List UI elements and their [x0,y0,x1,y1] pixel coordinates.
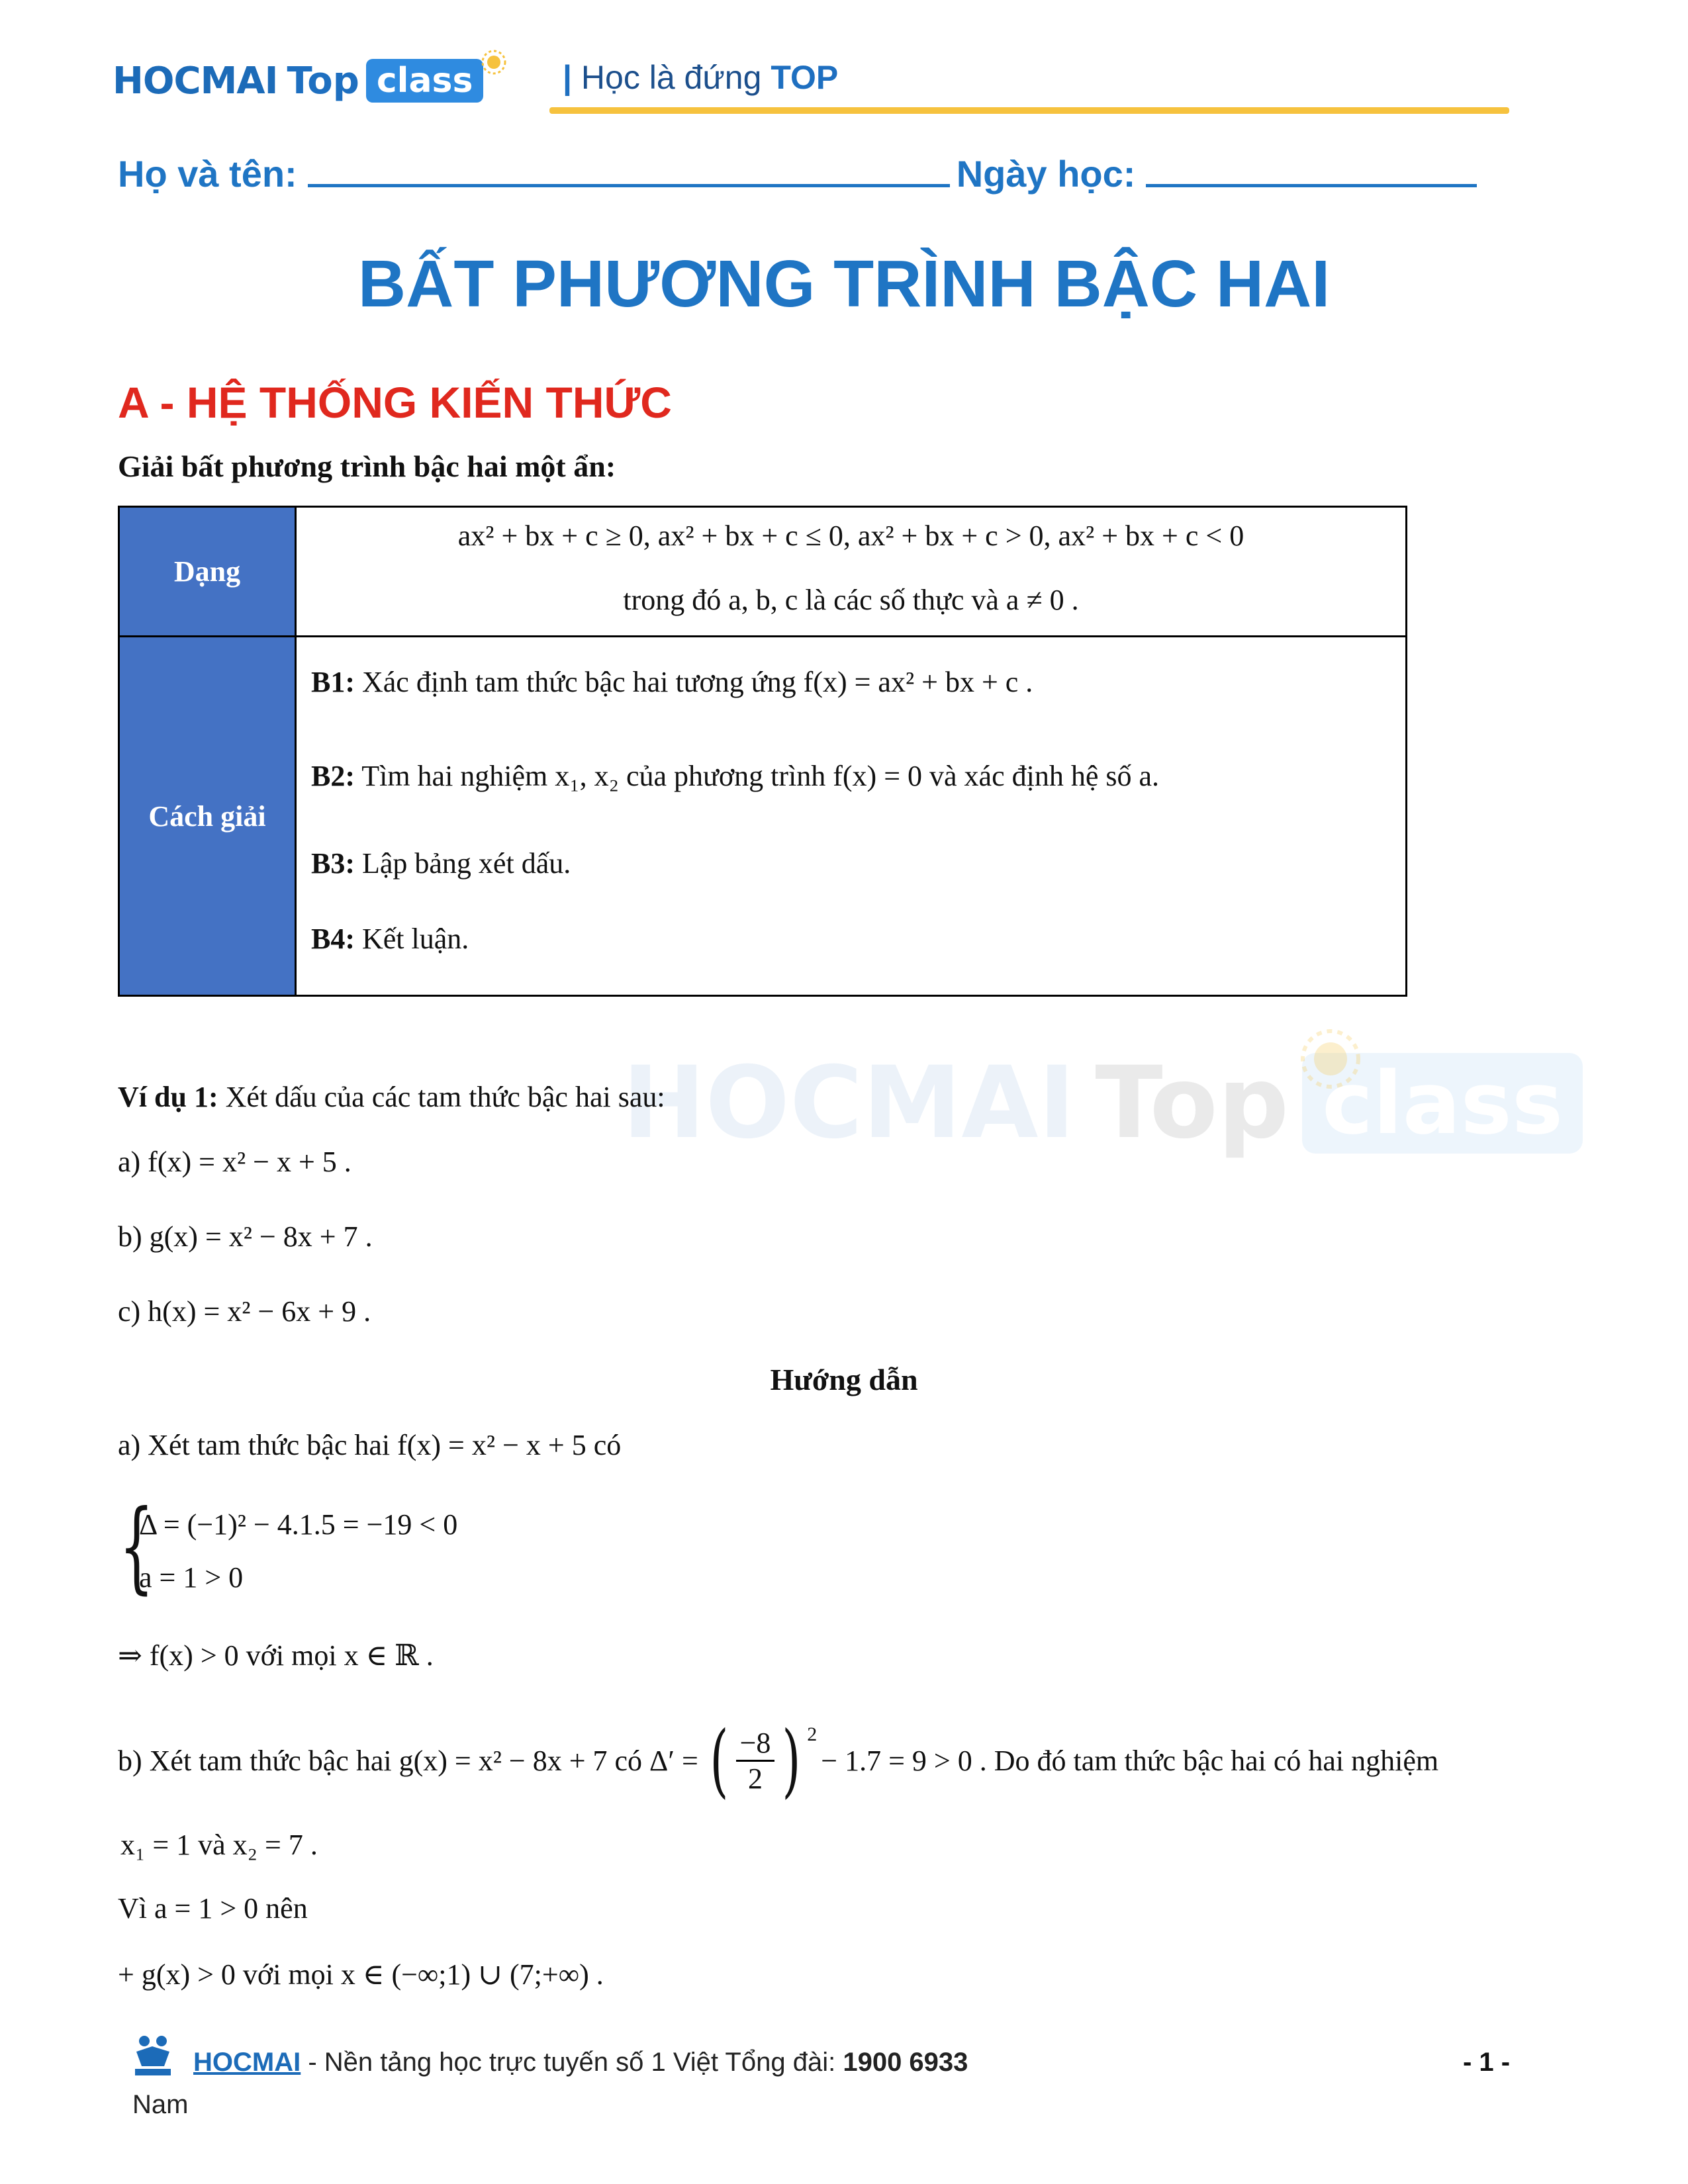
logo-class-badge [366,59,484,103]
page-number: - 1 - [1463,2048,1511,2077]
step-b4 [311,922,469,957]
solution-a-coef: a = 1 > 0 [139,1561,244,1594]
step-b4-text: Kết luận. [362,923,469,955]
name-label: Họ và tên: [118,153,297,195]
step-b1-text: Xác định tam thức bậc hai tương ứng f(x) = ax² + bx + c . [362,666,1033,698]
section-subtitle: Giải bất phương trình bậc hai một ẩn: [118,449,616,483]
solution-b-intro: b) Xét tam thức bậc hai g(x) = x² − 8x + 7 có Δ′ = [118,1744,698,1777]
date-field[interactable] [1146,184,1477,187]
date-label: Ngày học: [956,153,1136,195]
footer-nam: Nam [132,2090,189,2119]
solution-b-roots: x₁ = 1 và x₂ = 7 . [120,1829,318,1861]
slogan-top: TOP [771,59,839,96]
step-b2 [311,759,1159,794]
example-item-b: b) g(x) = x² − 8x + 7 . [118,1220,373,1253]
guide-heading: Hướng dẫn [770,1363,918,1396]
system-brace: { [119,1489,154,1604]
step-b2-text: Tìm hai nghiệm x₁, x₂ của phương trình f(x) = 0 và xác định hệ số a. [361,760,1159,792]
solution-a-conclusion: ⇒ f(x) > 0 với mọi x ∈ ℝ . [118,1639,434,1672]
hocmai-mascot-icon [130,2032,176,2078]
paren-right: ) [782,1714,801,1807]
fraction [736,1726,775,1796]
watermark-class-text: class [1322,1053,1564,1154]
footer-phone: 1900 6933 [843,2048,968,2077]
step-b1 [311,665,1033,700]
slogan-text: Học là đứng [581,59,762,96]
slogan-bar: | [563,59,572,96]
fraction-numerator: −8 [736,1726,775,1762]
table-head-dang-label: Dạng [173,555,241,588]
step-b2-label: B2: [311,760,355,792]
solution-b-line [118,1714,1439,1807]
footer-brand[interactable]: HOCMAI [193,2048,301,2077]
paren-left: ( [710,1714,729,1807]
watermark-hocmai: HOCMAI [622,1046,1076,1161]
example-item-c: c) h(x) = x² − 6x + 9 . [118,1295,371,1328]
step-b1-label: B1: [311,666,355,698]
header-rule [549,107,1509,114]
name-date-line [118,152,1477,195]
step-b3-text: Lập bảng xét dấu. [362,847,571,880]
dang-formula: ax² + bx + c ≥ 0, ax² + bx + c ≤ 0, ax² + bx + c > 0, ax² + bx + c < 0 [457,520,1244,552]
solution-b-positive: + g(x) > 0 với mọi x ∈ (−∞;1) ∪ (7;+∞) . [118,1958,604,1991]
header-slogan [563,58,838,97]
table-cell-dang [297,508,1405,635]
solution-b-rest: − 1.7 = 9 > 0 . Do đó tam thức bậc hai có hai nghiệm [821,1744,1439,1777]
footer-line [193,2048,968,2077]
name-field[interactable] [308,184,950,187]
logo-top-text: Top [287,59,359,103]
solution-a-delta: Δ = (−1)² − 4.1.5 = −19 < 0 [139,1508,458,1541]
sun-icon [481,49,507,75]
logo-hocmai-text: HOCMAI [113,59,278,103]
header-logo [113,54,507,107]
footer-text: - Nền tảng học trực tuyến số 1 Việt Tổng đài: [301,2048,843,2077]
table-head-cachgiai-label: Cách giải [148,799,266,833]
table-head-cachgiai [120,637,297,995]
page-title: BẤT PHƯƠNG TRÌNH BẬC HAI [357,247,1331,321]
logo-class-text: class [376,61,473,101]
table-cell-steps [297,637,1405,995]
step-b4-label: B4: [311,923,355,955]
example-label: Ví dụ 1: [118,1081,218,1113]
watermark-top: Top [1095,1046,1289,1161]
watermark-sun-icon [1297,1026,1364,1092]
example-item-a: a) f(x) = x² − x + 5 . [118,1146,352,1178]
example-text: Xét dấu của các tam thức bậc hai sau: [225,1081,665,1113]
table-head-dang [120,508,297,635]
dang-condition: trong đó a, b, c là các số thực và a ≠ 0 . [623,584,1079,616]
fraction-exponent: 2 [807,1723,818,1745]
method-table [118,506,1407,997]
watermark-logo [622,1046,1583,1161]
step-b3 [311,846,571,882]
example-heading [118,1080,665,1115]
fraction-denominator: 2 [748,1762,763,1795]
solution-b-since: Vì a = 1 > 0 nên [118,1892,308,1925]
section-heading: A - HỆ THỐNG KIẾN THỨC [118,378,672,427]
step-b3-label: B3: [311,847,355,880]
solution-a-intro: a) Xét tam thức bậc hai f(x) = x² − x + 5 có [118,1429,622,1461]
